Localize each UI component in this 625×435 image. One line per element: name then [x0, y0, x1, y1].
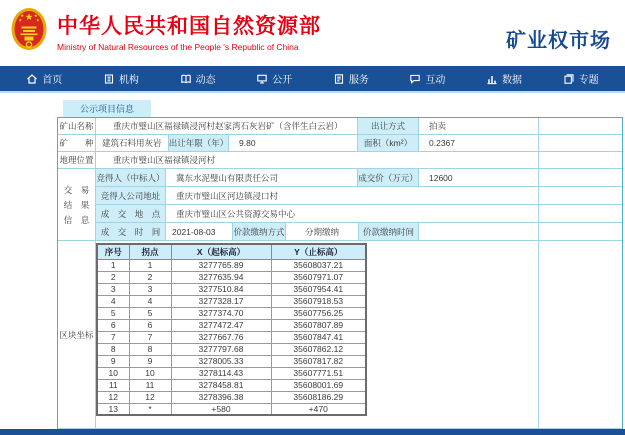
row-mineral [58, 135, 622, 152]
news-icon [180, 73, 192, 85]
site-title: 中华人民共和国自然资源部 [57, 14, 321, 38]
table-row [97, 295, 366, 307]
row-winner-address [96, 187, 622, 205]
coord-cell: 12 [97, 391, 129, 403]
row-deal-place [96, 205, 622, 223]
coord-cell: * [129, 403, 171, 415]
page-title: 矿业权市场 [506, 29, 611, 52]
coord-cell: 5 [129, 307, 171, 319]
disclosure-icon [256, 73, 268, 85]
coord-cell: 7 [129, 331, 171, 343]
nav-item-2[interactable] [103, 71, 139, 86]
coord-cell: 3277374.70 [171, 307, 271, 319]
area-label: 面积（km²） [358, 135, 419, 152]
table-row [97, 283, 366, 295]
coord-cell: 5 [97, 307, 129, 319]
table-row [97, 319, 366, 331]
coord-cell: 7 [97, 331, 129, 343]
table-row [97, 391, 366, 403]
deal-time-value: 2021-08-03 [166, 223, 233, 241]
topics-icon [563, 73, 575, 85]
coord-cell: 1 [97, 259, 129, 271]
deal-place-label: 成 交 地 点 [96, 205, 166, 223]
row-mine-name [58, 118, 622, 135]
coord-cell: 3278114.43 [171, 367, 271, 379]
winner-address-label: 竞得人公司地址 [96, 187, 166, 205]
coordinates-label-text: 区块坐标 [59, 329, 94, 340]
project-info-table [57, 117, 623, 429]
payment-time-label: 价款缴纳时间 [359, 223, 419, 241]
location-label: 地理位置 [58, 152, 96, 169]
coord-cell: 8 [97, 343, 129, 355]
main-nav [0, 66, 625, 93]
coord-cell: 11 [129, 379, 171, 391]
nav-item-label: 服务 [348, 75, 369, 86]
transfer-years-label: 出让年限（年） [169, 135, 229, 152]
coord-cell: 10 [97, 367, 129, 379]
nav-item-label: 公开 [272, 75, 293, 86]
site-header [0, 0, 625, 66]
winner-address-value: 重庆市璧山区河边镇浸口村 [166, 187, 622, 205]
tab-project-publicity[interactable]: 公示项目信息 [63, 100, 151, 117]
coord-cell: 3278396.38 [171, 391, 271, 403]
table-row [97, 307, 366, 319]
winner-label: 竞得人（中标人） [96, 169, 166, 187]
nav-item-label: 专题 [578, 75, 599, 86]
coord-cell: 3 [97, 283, 129, 295]
coord-cell: 2 [97, 271, 129, 283]
nav-item-7[interactable] [486, 71, 522, 86]
coord-cell: 35607847.41 [271, 331, 366, 343]
coord-cell: 35608037.21 [271, 259, 366, 271]
coord-cell: 3277667.76 [171, 331, 271, 343]
coord-cell: 6 [129, 319, 171, 331]
coord-cell: 4 [129, 295, 171, 307]
coord-cell: 35607862.12 [271, 343, 366, 355]
footer-bar [0, 429, 625, 435]
price-label: 成交价（万元） [358, 169, 419, 187]
table-row [97, 367, 366, 379]
mine-name-label: 矿山名称 [58, 118, 96, 135]
coord-cell: 35608186.29 [271, 391, 366, 403]
coord-cell: 1 [129, 259, 171, 271]
transaction-label-line: 信 息 [63, 214, 90, 225]
nav-item-label: 动态 [195, 75, 216, 86]
national-emblem-icon [10, 7, 48, 59]
transfer-method-value: 拍卖 [419, 118, 622, 135]
data-icon [486, 73, 498, 85]
coord-cell: 11 [97, 379, 129, 391]
mineral-value: 建筑石料用灰岩 [96, 135, 169, 152]
area-value: 0.2367 [419, 135, 622, 152]
coord-cell: 35607807.89 [271, 319, 366, 331]
coord-cell: 3 [129, 283, 171, 295]
coord-cell: 3278458.81 [171, 379, 271, 391]
mine-name-value: 重庆市璧山区福禄镇浸河村赵家湾石灰岩矿（含伴生白云岩） [96, 118, 358, 135]
table-row [97, 331, 366, 343]
coord-cell: 10 [129, 367, 171, 379]
table-row [97, 271, 366, 283]
coord-cell: 9 [129, 355, 171, 367]
coord-cell: 35607918.53 [271, 295, 366, 307]
organization-icon [103, 73, 115, 85]
brand [10, 7, 321, 59]
deal-place-value: 重庆市璧山区公共资源交易中心 [166, 205, 622, 223]
coord-cell: 3277510.84 [171, 283, 271, 295]
brand-text [57, 15, 321, 52]
interaction-icon [409, 73, 421, 85]
nav-item-label: 首页 [42, 75, 63, 86]
table-row [97, 259, 366, 271]
coord-col-header: 序号 [97, 244, 129, 259]
payment-method-label: 价款缴纳方式 [233, 223, 286, 241]
transaction-section-label [58, 169, 96, 241]
nav-item-label: 机构 [118, 75, 139, 86]
table-row [97, 355, 366, 367]
nav-item-5[interactable] [333, 71, 369, 86]
transaction-label-line: 交 易 [63, 184, 90, 195]
coordinates-section [58, 241, 622, 429]
payment-method-value: 分期缴纳 [286, 223, 359, 241]
coord-cell: 4 [97, 295, 129, 307]
coord-cell: 6 [97, 319, 129, 331]
nav-item-6[interactable] [409, 71, 445, 86]
coord-cell: 3277765.89 [171, 259, 271, 271]
coord-col-header: Y（止标高） [271, 244, 366, 259]
price-value: 12600 [419, 169, 622, 187]
row-location [58, 152, 622, 169]
nav-item-8[interactable] [563, 71, 599, 86]
coord-cell: 35607971.07 [271, 271, 366, 283]
coord-cell: 2 [129, 271, 171, 283]
transfer-years-value: 9.80 [229, 135, 358, 152]
nav-item-label: 互动 [425, 75, 446, 86]
payment-time-value [419, 223, 622, 241]
coord-cell: 35607817.82 [271, 355, 366, 367]
site-subtitle: Ministry of Natural Resources of the People 's Republic of China [57, 41, 299, 52]
mineral-label: 矿 种 [58, 135, 96, 152]
coordinates-content [96, 241, 622, 429]
winner-value: 冀东水泥璧山有限责任公司 [166, 169, 358, 187]
coord-cell: 9 [97, 355, 129, 367]
table-row [97, 403, 366, 415]
coord-cell: 3277635.94 [171, 271, 271, 283]
coord-cell: 35607771.51 [271, 367, 366, 379]
coord-cell: 12 [129, 391, 171, 403]
coord-cell: 3278005.33 [171, 355, 271, 367]
location-value: 重庆市璧山区福禄镇浸河村 [96, 152, 622, 169]
coord-cell: +580 [171, 403, 271, 415]
transfer-method-label: 出让方式 [358, 118, 419, 135]
table-row [97, 343, 366, 355]
coord-cell: 35607756.25 [271, 307, 366, 319]
coordinates-header-row [97, 244, 366, 259]
table-row [97, 379, 366, 391]
coord-cell: 13 [97, 403, 129, 415]
deal-time-label: 成 交 时 间 [96, 223, 166, 241]
coord-cell: 3277472.47 [171, 319, 271, 331]
coord-cell: 3277328.17 [171, 295, 271, 307]
service-icon [333, 73, 345, 85]
coord-col-header: X（起标高） [171, 244, 271, 259]
nav-item-1[interactable] [26, 71, 62, 86]
home-icon [26, 73, 38, 85]
coord-cell: 8 [129, 343, 171, 355]
nav-item-label: 数据 [502, 75, 523, 86]
coord-col-header: 拐点 [129, 244, 171, 259]
nav-item-3[interactable] [180, 71, 216, 86]
coordinates-section-label [58, 241, 96, 429]
coordinates-table [96, 243, 367, 416]
coord-cell: 3277797.68 [171, 343, 271, 355]
coord-cell: +470 [271, 403, 366, 415]
coord-cell: 35607954.41 [271, 283, 366, 295]
transaction-section [58, 169, 622, 241]
row-winner [96, 169, 622, 187]
nav-item-4[interactable] [256, 71, 292, 86]
row-deal-time [96, 223, 622, 241]
transaction-label-line: 结 果 [63, 199, 90, 210]
coord-cell: 35608001.69 [271, 379, 366, 391]
